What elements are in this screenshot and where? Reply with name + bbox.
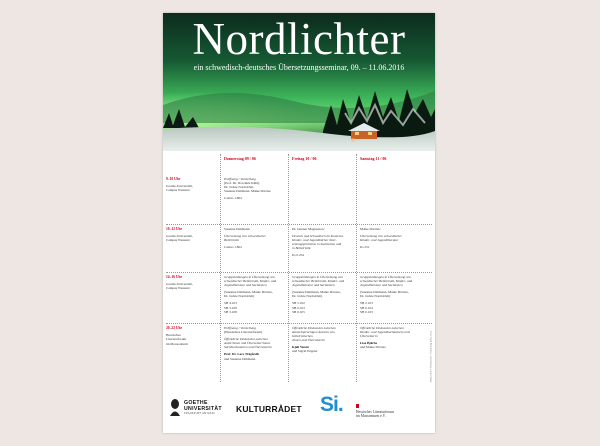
session-line: schwedischer Belletristik, Kinder- und — [292, 279, 345, 284]
slot-place: Hessisches Literaturforum im Mousonturm — [166, 333, 188, 346]
slot-time: 10–12 Uhr — [166, 227, 183, 231]
session-line: Prof. Dr. Lars Trägårdh — [224, 352, 259, 357]
session-line: schwedischer Belletristik, Kinder- und — [224, 279, 277, 284]
session-line: Dr. Jackie Nordström) — [292, 294, 323, 299]
session-line: und Maike Dörries — [360, 345, 386, 350]
column-divider — [220, 154, 221, 382]
goethe-logo-subline: FRANKFURT AM MAIN — [184, 412, 215, 415]
session-line: (Hessisches Literaturforum) — [224, 330, 263, 335]
session-cell — [360, 326, 424, 349]
goethe-portrait-icon — [169, 398, 181, 416]
session-line: deutschsprachigen Autoren von belletristischen — [292, 330, 335, 339]
slot-place: Goethe-Universität, Campus Westend — [166, 234, 193, 243]
session-line: Deutsch und Schwedisch im Kontrast. — [292, 234, 344, 239]
session-line: und Susanne Dahmann — [224, 356, 256, 361]
session-line: (Prof. Dr. Dorothée Kühl), — [224, 181, 260, 186]
session-line: SH 0.103 — [292, 305, 305, 310]
literaturforum-line1: Hessisches Literaturforum — [356, 410, 395, 414]
session-cell — [360, 275, 424, 314]
slot-time: 20–22 Uhr — [166, 326, 183, 330]
aurora-photo-header — [163, 13, 435, 151]
session-line: Übersetzerin — [360, 334, 378, 339]
column-divider — [356, 154, 357, 382]
session-line: und Sigrid Engeler — [292, 349, 318, 354]
session-line: (Susanne Dahmann, Maike Dörries, — [292, 290, 341, 295]
session-line: Dr. Jackie Nordström) — [360, 294, 391, 299]
session-line: Susanne Dahmann: — [224, 227, 251, 231]
session-line: Gruppenübungen in Übersetzung von — [224, 275, 275, 279]
session-cell — [224, 177, 288, 200]
session-line: SH 2.103 — [360, 301, 373, 306]
slot-time: 9–10 Uhr — [166, 177, 181, 181]
session-line: SH 3.109 — [224, 305, 237, 310]
session-line: Eröffnung / Vorstellung — [224, 326, 256, 330]
session-line: Jugendliteratur und Sachtexten — [292, 283, 335, 288]
session-line: Susanne Dahmann, Maike Dörries — [224, 189, 271, 194]
session-cell — [292, 326, 356, 354]
session-line: Jugendliteratur und Sachtexten — [224, 283, 267, 288]
session-cell — [360, 227, 424, 249]
day-header-thursday: Donnerstag 09 / 06 — [224, 156, 256, 161]
session-line: SH 5.102 — [292, 301, 305, 306]
day-header-saturday: Samstag 11 / 06 — [360, 156, 387, 161]
row-divider — [166, 272, 432, 273]
slot-time: 14–16 Uhr — [166, 275, 183, 279]
session-line: Dr. Jackie Nordström) — [224, 294, 255, 299]
session-line: Gruppenübungen in Übersetzung von — [292, 275, 343, 279]
swedish-institute-logo: Si. — [320, 393, 343, 416]
kulturradet-logo: KULTURRÅDET — [236, 404, 302, 414]
session-line: Kinder- und Jugendliteratur — [360, 238, 399, 243]
session-line: IG 251 — [360, 245, 370, 250]
poster-subtitle: ein schwedisch-deutsches Übersetzungsseminar, 09. – 11.06.2016 — [193, 63, 405, 72]
session-line: Jugendliteratur und Sachtexten — [360, 283, 403, 288]
session-cell — [224, 275, 288, 314]
literaturforum-mark-icon — [356, 404, 359, 408]
schedule-grid — [163, 151, 435, 386]
sponsor-logos — [163, 385, 435, 433]
slot-place: Goethe-Universität, Campus Westend — [166, 184, 193, 193]
session-line: IG 0.254 — [292, 253, 305, 258]
session-line: Autor/innen und Übersetzer/innen — [224, 341, 271, 346]
session-line: Sachbuchautoren und Übersetzerin — [224, 345, 272, 350]
session-line: SH 0.104 — [360, 305, 373, 310]
session-line: Übersetzung von schwedischer — [360, 234, 402, 239]
session-line: Übersetzung von schwedischer — [224, 234, 266, 239]
slot-place: Goethe-Universität, Campus Westend — [166, 282, 193, 291]
row-divider — [166, 224, 432, 225]
column-divider — [288, 154, 289, 382]
session-line: in Belletristik — [292, 246, 311, 251]
session-line: Kjell Westö — [292, 345, 309, 350]
session-line: (Susanne Dahmann, Maike Dörries, — [224, 290, 273, 295]
session-line: Maike Dörries: — [360, 227, 381, 231]
session-cell — [292, 275, 356, 314]
session-cell — [224, 326, 288, 361]
session-cell — [292, 227, 356, 258]
goethe-university-logo — [169, 397, 224, 419]
session-line: Kinder- und Jugendbuchautorin und — [360, 330, 410, 335]
session-line: SH 4.103 — [224, 301, 237, 306]
session-line: Öffentliche Diskussion zwischen — [292, 326, 336, 330]
event-poster — [163, 13, 435, 433]
goethe-logo-line2: UNIVERSITÄT — [184, 406, 222, 412]
session-line: setzungsprobleme in Sachtexten und — [292, 242, 342, 247]
poster-title: Nordlichter — [192, 14, 406, 64]
literaturforum-line2: im Mousonturm e.V. — [356, 414, 386, 419]
session-line: SH 0.105 — [292, 309, 305, 314]
goethe-logo-line1: GOETHE — [184, 400, 208, 406]
session-line: Dr. Jackie Nordström, — [224, 185, 254, 190]
row-divider — [166, 323, 432, 324]
session-line: Lisa Bjärbo — [360, 341, 378, 346]
photo-credit: Foto: Kjell Blomberg • Gestaltung: Laura Maier — [429, 331, 432, 383]
session-line: Kinder- und Jugendbücher über- — [292, 238, 337, 243]
session-cell — [224, 227, 288, 249]
session-line: schwedischer Belletristik, Kinder- und — [360, 279, 413, 284]
day-header-friday: Freitag 10 / 06 — [292, 156, 317, 161]
session-line: Öffentliche Diskussion zwischen — [224, 337, 268, 342]
session-line: Öffentliche Diskussion zwischen — [360, 326, 404, 330]
session-line: SH 3.108 — [224, 309, 237, 314]
session-line: Belletristik — [224, 238, 239, 243]
session-line: SH 0.103 — [360, 309, 373, 314]
session-line: Gruppenübungen in Übersetzung von — [360, 275, 411, 279]
session-line: Casino 1.802 — [224, 196, 242, 201]
session-line: Dr. Gunnar Magnusson: — [292, 227, 325, 231]
session-line: Texten und Übersetzerin — [292, 338, 326, 343]
session-line: Casino 1.802 — [224, 245, 242, 250]
session-line: Eröffnung / Vorstellung — [224, 177, 256, 181]
session-line: (Susanne Dahmann, Maike Dörries, — [360, 290, 409, 295]
